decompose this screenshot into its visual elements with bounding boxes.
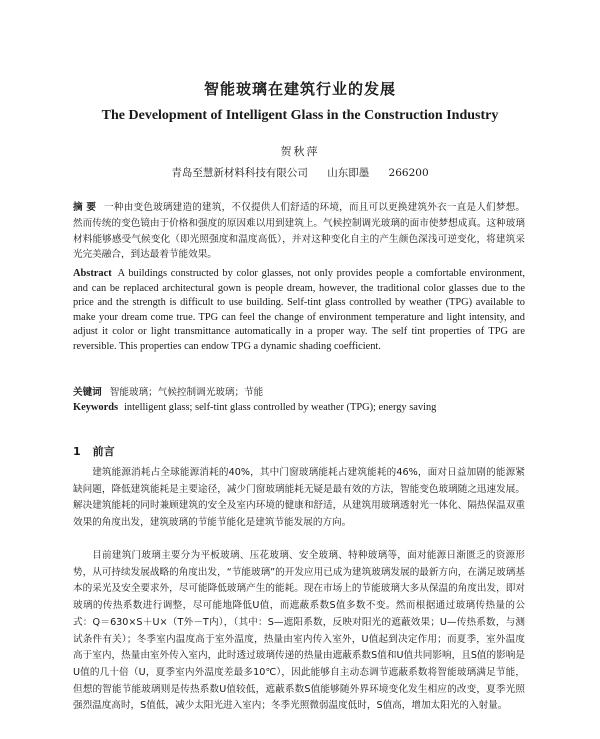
keywords-english bbox=[73, 400, 525, 416]
affiliation bbox=[0, 165, 600, 180]
title-chinese: 智能玻璃在建筑行业的发展 bbox=[203, 80, 396, 98]
keywords-cn-label: 关键词 bbox=[73, 387, 102, 398]
affiliation-postcode: 266200 bbox=[388, 167, 429, 179]
body-paragraph: 建筑能源消耗占全球能源消耗的40%，其中门窗玻璃能耗占建筑能耗的46%，面对日益加剧的能源紧缺问题，降低建筑能耗是主要途径，减少门窗玻璃能耗无疑是最有效的方法，智能变色玻璃随之迅速发展。解决建筑能耗的同时兼顾建筑的安全及室内环境的健康和舒适，从建筑用玻璃透射光一体化、隔热保温双重效果的角度出发，建筑玻璃的节能节能化是建筑节能发展的方向。 bbox=[73, 467, 525, 529]
section-heading bbox=[73, 443, 115, 459]
keywords-en-label: Keywords bbox=[73, 402, 119, 413]
keywords-chinese bbox=[73, 385, 525, 401]
affiliation-company: 青岛至慧新材料科技有限公司 bbox=[171, 167, 308, 179]
keywords-cn-text: 智能玻璃；气候控制调光玻璃；节能 bbox=[109, 387, 264, 398]
title-english: The Development of Intelligent Glass in the Construction Industry bbox=[101, 108, 499, 123]
abstract-en-label: Abstract bbox=[73, 268, 112, 279]
author-name: 贺秋萍 bbox=[280, 145, 320, 158]
affiliation-location: 山东即墨 bbox=[327, 167, 370, 179]
section-title: 前言 bbox=[92, 445, 115, 458]
abstract-chinese bbox=[73, 200, 525, 263]
abstract-cn-label: 摘 要 bbox=[73, 202, 97, 213]
section-number: 1 bbox=[73, 445, 81, 458]
abstract-english bbox=[73, 267, 525, 355]
body-paragraph: 目前建筑门玻璃主要分为平板玻璃、压花玻璃、安全玻璃、特种玻璃等，面对能源日渐匮乏的资源形势，从可持续发展战略的角度出发，“节能玻璃”的开发应用已成为建筑玻璃发展的最新方向，在满足玻璃基本的采光及安全要求外，尽可能降低玻璃产生的能耗。现在市场上的节能玻璃大多从保温的角度出发，即对玻璃的传热系数进行调整，尽可能地降低U值，而遮蔽系数S值多数不变。然而根据通过玻璃传热量的公式：Q＝630×S＋U×（T外－T内），（其中：S—遮阳系数，反映对阳光的遮蔽效果；U—传热系数，与测试条件有关）；冬季室内温度高于室外温度，热量由室内传入室外，U值起到决定作用；而夏季，室外温度高于室内，热量由室外传入室内，此时透过玻璃传递的热量由遮蔽系数S值和U值共同影响，且S值的影响是U值的几十倍（U，夏季室内外温度差最多10℃），因此能够自主动态调节遮蔽系数将智能玻璃满足节能，但想的智能节能玻璃则是传热系数U值较低，遮蔽系数S值能够随外界环境变化发生相应的改变，夏季光照强烈温度高时，S值低，减少太阳光进入室内；冬季光照微弱温度低时，S值高，增加太阳光的入射量。 bbox=[73, 550, 525, 712]
abstract-en-text: A buildings constructed by color glasses, not only provides people a comfortable environment, and can be replaced architectural gown is people dream, however, the traditional color glasses due to the price and the strength is difficult to use building. Self-tint glass controlled by weather (TPG) available to make your dream come true. TPG can feel the change of environment temperature and light intensity, and adjust it color or light transmittance automatically in a proper way. The self tint properties of TPG are reversible. This properties can endow TPG a dynamic shading coefficient. bbox=[73, 268, 525, 352]
keywords-en-text: intelligent glass; self-tint glass controlled by weather (TPG); energy saving bbox=[124, 402, 437, 413]
abstract-cn-text: 一种由变色玻璃建造的建筑，不仅提供人们舒适的环境，而且可以更换建筑外衣一直是人们梦想。然而传统的变色镜由于价格和强度的原因难以用到建筑上。气候控制调光玻璃的面市使梦想成真。这种玻璃材料能够感受气候变化（即光照强度和温度高低），并对这种变化自主的产生颜色深浅可逆变化，将建筑采光完美融合，到达最着节能效果。 bbox=[73, 202, 525, 261]
